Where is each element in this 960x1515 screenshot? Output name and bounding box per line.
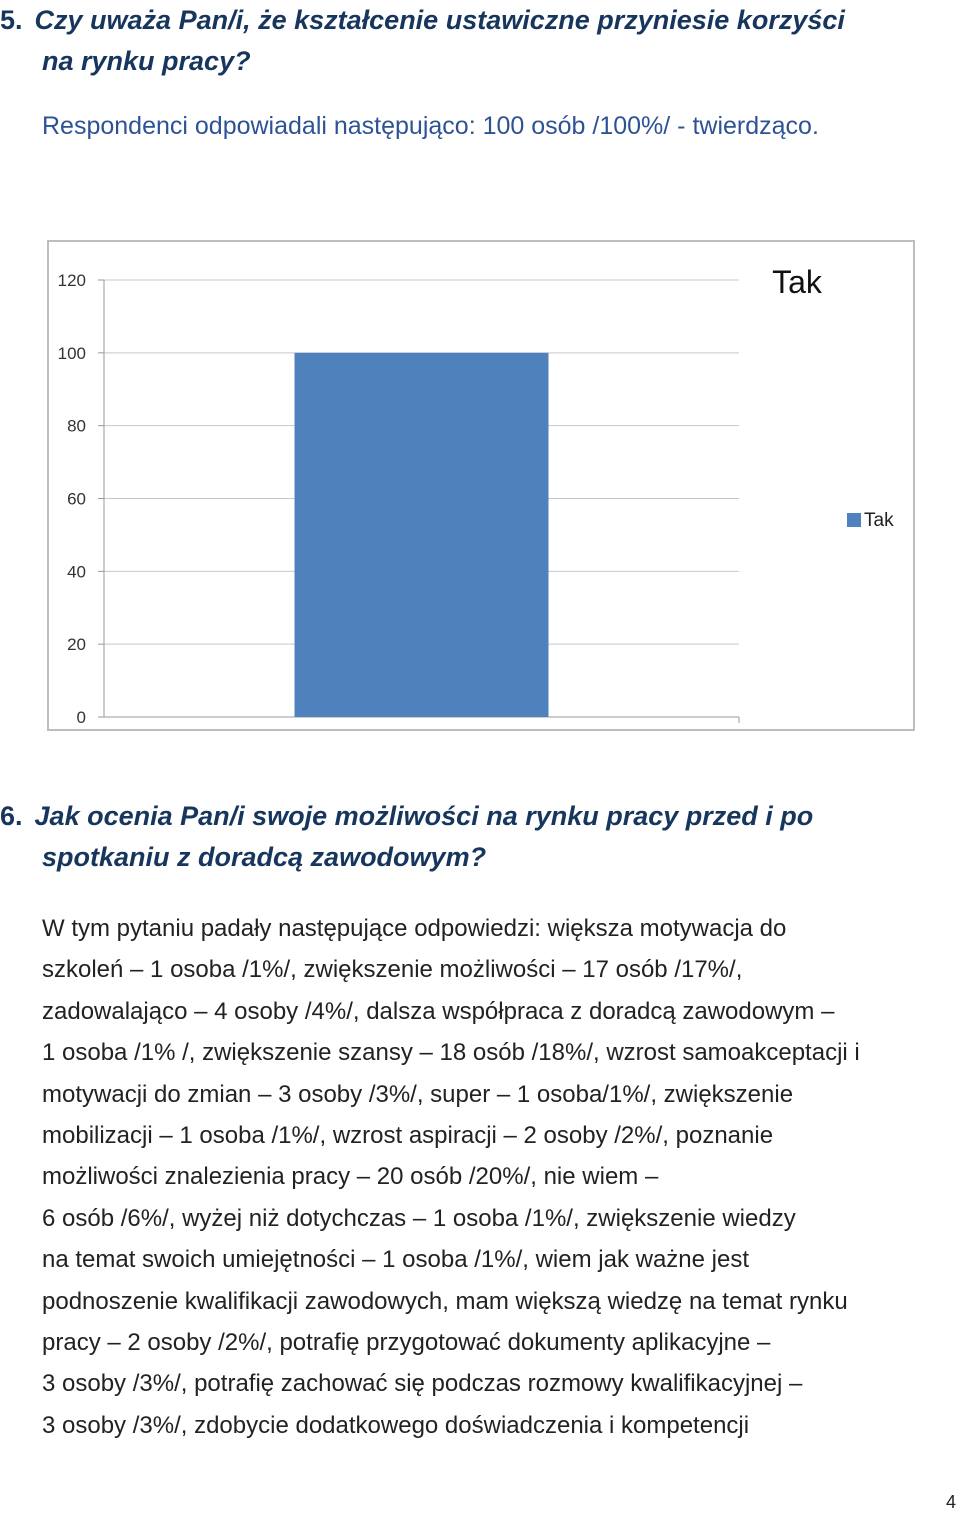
paragraph-line: możliwości znalezienia pracy – 20 osób /20%/, nie wiem – xyxy=(42,1163,659,1191)
legend-swatch xyxy=(847,513,861,527)
y-tick-label: 60 xyxy=(67,489,86,509)
question-5-title-line1: Czy uważa Pan/i, że kształcenie ustawiczne przyniesie korzyści xyxy=(34,5,845,35)
paragraph-line: podnoszenie kwalifikacji zawodowych, mam większą wiedzę na temat rynku xyxy=(42,1287,848,1315)
question-6-title-line1: Jak ocenia Pan/i swoje możliwości na rynku pracy przed i po xyxy=(34,801,814,831)
paragraph-line: motywacji do zmian – 3 osoby /3%/, super – 1 osoba/1%/, zwiększenie xyxy=(42,1080,794,1108)
y-tick-label: 120 xyxy=(57,271,86,290)
question-6-number: 6. xyxy=(0,801,23,831)
question-5-answer: Respondenci odpowiadali następująco: 100 osób /100%/ - twierdząco. xyxy=(42,112,819,140)
y-tick-label: 40 xyxy=(67,562,86,582)
question-6-answer-paragraph xyxy=(42,908,957,1446)
question-5-title-line2: na rynku pracy? xyxy=(42,46,251,76)
paragraph-line: 1 osoba /1% /, zwiększenie szansy – 18 osób /18%/, wzrost samoakceptacji i xyxy=(42,1039,860,1067)
paragraph-line: zadowalająco – 4 osoby /4%/, dalsza współpraca z doradcą zawodowym – xyxy=(42,997,835,1025)
paragraph-line: 3 osoby /3%/, potrafię zachować się podczas rozmowy kwalifikacyjnej – xyxy=(42,1370,803,1398)
legend-label: Tak xyxy=(864,510,894,531)
question-6-heading xyxy=(0,796,813,878)
bar xyxy=(295,353,549,717)
y-tick-label: 20 xyxy=(67,635,86,655)
paragraph-line: szkoleń – 1 osoba /1%/, zwiększenie możliwości – 17 osób /17%/, xyxy=(42,956,743,984)
paragraph-line: 3 osoby /3%/, zdobycie dodatkowego doświadczenia i kompetencji xyxy=(42,1411,750,1439)
page-number: 4 xyxy=(945,1492,956,1512)
paragraph-line: mobilizacji – 1 osoba /1%/, wzrost aspiracji – 2 osoby /2%/, poznanie xyxy=(42,1122,774,1150)
bar-chart-svg xyxy=(49,242,913,729)
paragraph-line: W tym pytaniu padały następujące odpowiedzi: większa motywacja do xyxy=(42,915,787,942)
bar-chart xyxy=(47,240,915,731)
paragraph-line: na temat swoich umiejętności – 1 osoba /1%/, wiem jak ważne jest xyxy=(42,1246,750,1274)
chart-title: Tak xyxy=(772,264,822,300)
paragraph-line: 6 osób /6%/, wyżej niż dotychczas – 1 osoba /1%/, zwiększenie wiedzy xyxy=(42,1204,796,1232)
question-5-heading xyxy=(0,0,845,82)
y-tick-label: 100 xyxy=(57,343,86,363)
paragraph-line: pracy – 2 osoby /2%/, potrafię przygotować dokumenty aplikacyjne – xyxy=(42,1329,771,1357)
y-tick-label: 0 xyxy=(76,708,86,727)
y-tick-label: 80 xyxy=(67,416,86,436)
question-6-title-line2: spotkaniu z doradcą zawodowym? xyxy=(42,842,487,872)
question-5-number: 5. xyxy=(0,5,23,35)
